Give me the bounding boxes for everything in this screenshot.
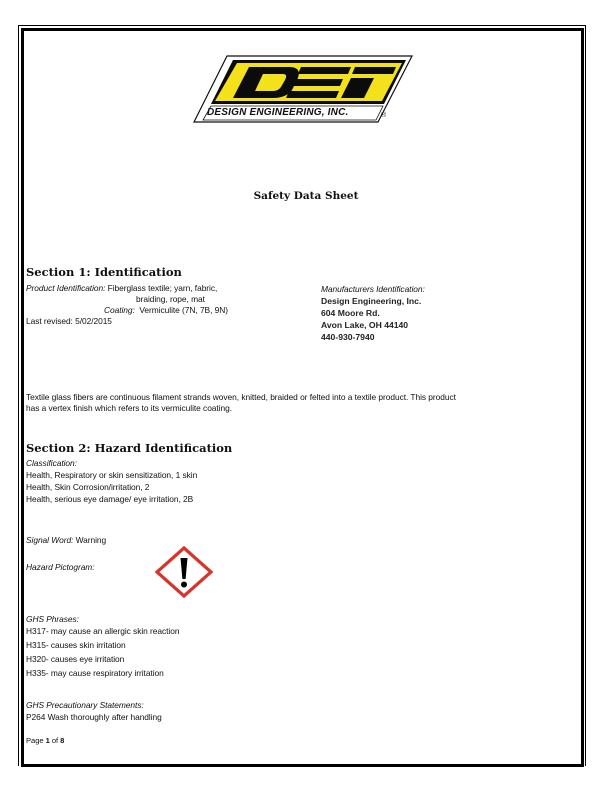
product-identification [26,283,217,293]
ghs-phrase: H335- may cause respiratory irritation [26,668,164,678]
page-number [26,736,64,745]
logo-company-text: DESIGN ENGINEERING, INC. [207,107,349,118]
document-title: Safety Data Sheet [253,190,359,202]
section1-heading: Section 1: Identification [26,265,182,279]
page-current: 1 [45,736,50,745]
manufacturer-city: Avon Lake, OH 44140 [321,320,409,330]
manufacturer-name: Design Engineering, Inc. [321,296,422,306]
company-logo [193,52,413,126]
precautionary-statement: P264 Wash thoroughly after handling [26,712,162,722]
manufacturer-street: 604 Moore Rd. [321,308,380,318]
classification-item: Health, Skin Corrosion/irritation, 2 [26,482,150,492]
manufacturer-phone: 440-930-7940 [321,332,375,342]
page-mid: of [49,736,61,745]
signal-word-value: Warning [75,535,107,545]
page-total: 8 [60,736,65,745]
coating [104,305,228,315]
section2-heading: Section 2: Hazard Identification [26,441,233,455]
manufacturer-label: Manufacturers Identification: [321,284,425,294]
coating-value: Vermiculite (7N, 7B, 9N) [139,305,228,315]
classification-item: Health, serious eye damage/ eye irritation, 2B [26,494,194,504]
last-revised: Last revised: 5/02/2015 [26,316,112,326]
classification-label: Classification: [26,458,77,468]
product-id-value: Fiberglass textile; yarn, fabric, [107,283,218,293]
ghs-phrase: H320- causes eye irritation [26,654,125,664]
precautionary-label: GHS Precautionary Statements: [26,700,144,710]
product-id-value-line2: braiding, rope, mat [136,294,205,304]
page-prefix: Page [26,736,46,745]
exclamation-mark-diamond-icon [153,546,215,598]
ghs-phrases-label: GHS Phrases: [26,614,79,624]
ghs-phrase: H315- causes skin irritation [26,640,126,650]
ghs-phrase: H317- may cause an allergic skin reaction [26,626,180,636]
hazard-pictogram-label: Hazard Pictogram: [26,562,95,572]
classification-item: Health, Respiratory or skin sensitization, 1 skin [26,470,198,480]
coating-label: Coating: [104,305,135,315]
product-description-line1: Textile glass fibers are continuous filament strands woven, knitted, braided or felted into a textile product. This product [26,392,456,402]
product-description-line2: has a vertex finish which refers to its vermiculite coating. [26,403,232,413]
product-id-label: Product Identification: [26,283,106,293]
signal-word-label: Signal Word: [26,535,74,545]
signal-word [26,535,106,545]
registered-mark: ® [381,112,387,119]
